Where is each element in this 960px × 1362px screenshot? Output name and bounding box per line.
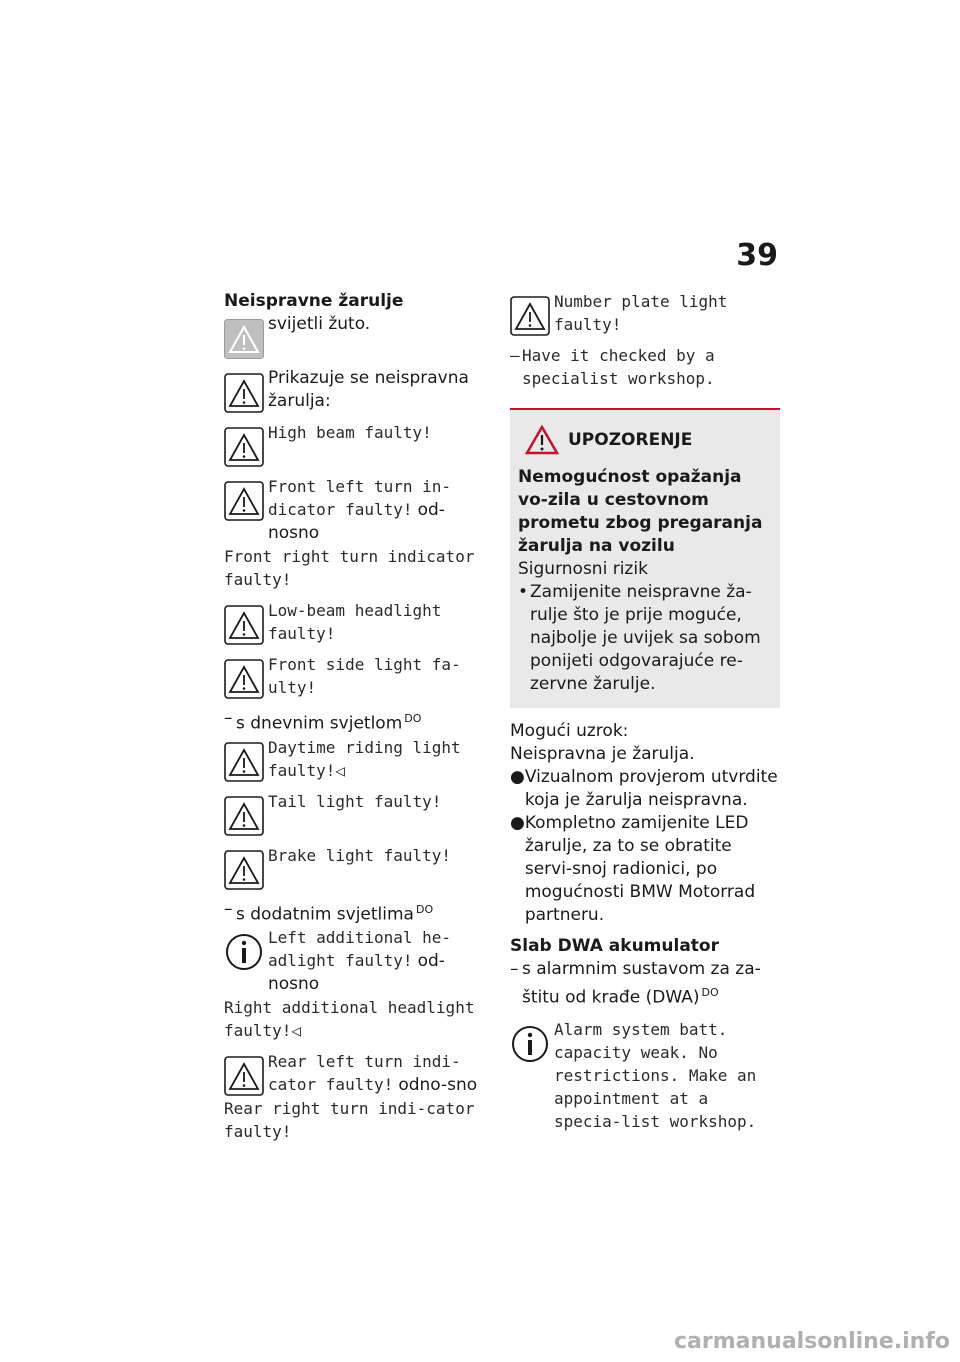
section-heading: Neispravne žarulje [224, 291, 404, 311]
right-additional-message: Right additional headlight faulty!◁ [224, 998, 475, 1041]
right-column [510, 290, 780, 1141]
cause-label: Mogući uzrok: [510, 721, 629, 741]
rear-left-turn-message: Rear left turn indi-cator faulty! [268, 1052, 461, 1095]
front-right-turn-message: Front right turn indicator faulty! [224, 547, 475, 589]
warning-triangle-icon [224, 427, 264, 467]
warning-headline: Nemogućnost opažanja vo-zila u cestovnom prometu zbog pregaranja žarulja na vozilu [518, 467, 763, 556]
front-side-message: Front side light fa-ulty! [268, 655, 461, 697]
warning-triangle-icon [224, 796, 264, 836]
drl-condition: – s dnevnim svjetlom $^{DO}$ [224, 708, 422, 734]
high-beam-message: High beam faulty! [268, 423, 432, 442]
entry-shows-faulty [224, 367, 492, 413]
entry-tail [224, 790, 492, 836]
or-text: od-nosno [268, 500, 445, 543]
list-item: ● Kompletno zamijenite LED žarulje, za to se obratite servi-snoj radionici, po mogućnosti BMW Motorrad partneru. [510, 813, 756, 925]
warning-header [524, 424, 772, 456]
entry-front-turn [224, 475, 492, 545]
or-text: od-nosno [268, 951, 445, 995]
dwa-heading: Slab DWA akumulator [510, 936, 719, 956]
number-plate-message: Number plate light faulty! [554, 292, 728, 334]
dwa-message: Alarm system batt. capacity weak. No restrictions. Make an appointment at a specia-list workshop. [554, 1019, 757, 1131]
drl-text: s dnevnim svjetlom [236, 713, 403, 734]
warning-triangle-icon [224, 659, 264, 699]
additional-condition: – s dodatnim svjetlima $^{DO}$ [224, 898, 434, 925]
additional-text: s dodatnim svjetlima [236, 904, 414, 925]
cause-text: Neispravna je žarulja. [510, 744, 695, 764]
warning-triangle-icon [224, 481, 264, 521]
additional-sup: DO [415, 902, 434, 916]
shows-faulty-text: Prikazuje se neispravna žarulja: [268, 368, 469, 411]
page-number: 39 [736, 238, 778, 273]
info-icon [224, 932, 264, 972]
entry-brake [224, 844, 492, 890]
dwa-sup: DO [701, 986, 719, 999]
entry-left-additional [224, 926, 492, 996]
or-text: odno-sno [398, 1075, 478, 1096]
entry-daytime [224, 736, 492, 782]
left-additional-message: Left additional he-adlight faulty! [268, 928, 452, 971]
warning-title: UPOZORENJE [568, 430, 693, 450]
entry-low-beam [224, 599, 492, 645]
tail-message: Tail light faulty! [268, 791, 442, 811]
daytime-message: Daytime riding light faulty!◁ [268, 737, 461, 780]
entry-number-plate [510, 290, 780, 336]
warning-triangle-icon [224, 319, 264, 359]
entry-yellow-light [224, 313, 492, 359]
entry-rear-turn [224, 1050, 492, 1097]
yellow-light-text: svijetli žuto. [268, 314, 371, 334]
entry-high-beam [224, 421, 492, 467]
low-beam-message: Low-beam headlight faulty! [268, 601, 442, 643]
drl-sup: DO [404, 712, 422, 725]
rear-right-turn-message: Rear right turn indi-cator faulty! [224, 1099, 475, 1142]
dwa-condition: – s alarmnim sustavom za za-štitu od krađe (DWA) $^{DO}$ [510, 959, 761, 1008]
check-instruction: – Have it checked by a specialist workshop. [510, 346, 715, 388]
brake-message: Brake light faulty! [268, 845, 452, 865]
warning-triangle-icon [224, 742, 264, 782]
warning-risk: Sigurnosni rizik [518, 559, 648, 579]
warning-box [510, 408, 780, 708]
warning-triangle-icon [524, 424, 560, 456]
left-column [224, 290, 492, 1143]
warning-triangle-icon [224, 1056, 264, 1096]
watermark: carmanualsonline.info [674, 1329, 950, 1354]
entry-front-side [224, 653, 492, 699]
warning-triangle-icon [224, 850, 264, 890]
entry-dwa [510, 1018, 780, 1133]
warning-triangle-icon [224, 373, 264, 413]
warning-triangle-icon [510, 296, 550, 336]
front-left-turn-message: Front left turn in-dicator faulty! [268, 477, 452, 519]
list-item: ● Vizualnom provjerom utvrdite koja je žarulja neispravna. [510, 767, 778, 810]
warning-triangle-icon [224, 605, 264, 645]
info-icon [510, 1024, 550, 1064]
warning-bullet: • Zamijenite neispravne ža-rulje što je prije moguće, najbolje je uvijek sa sobom ponijeti odgovarajuće re-zervne žarulje. [518, 582, 761, 694]
